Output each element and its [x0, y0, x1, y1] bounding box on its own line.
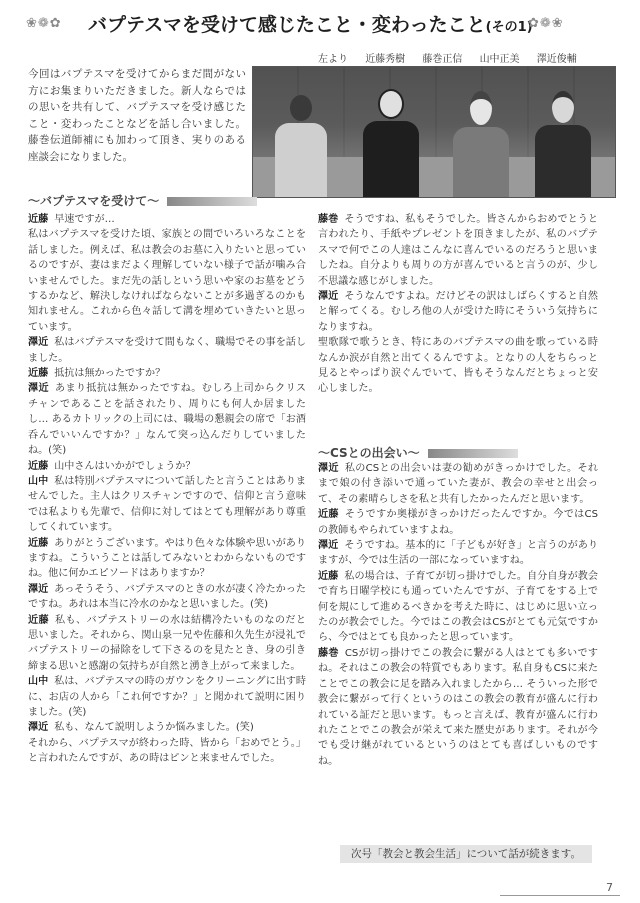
speaker-name: 山中 [28, 676, 49, 688]
dialogue-text: 私は、バプテスマの時のガウンをクリーニングに出す時に、お店の人から「これ何ですか？」と聞かれて説明に困りました。(笑) [28, 676, 306, 718]
speaker-name: 藤巻 [318, 214, 339, 225]
dialogue-text: あっそうそう、バプテスマのときの水が凄く冷たかったですね。あれは本当に冷水のかなと思いました。(笑) [28, 583, 306, 611]
person-body [275, 123, 327, 197]
speaker-name: 澤近 [28, 722, 49, 734]
dialogue-line [318, 289, 598, 335]
page-number: 7 [606, 881, 613, 894]
dialogue-text: そうなんですよね。だけどその訳はしばらくすると自然と解ってくる。むしろ他の人が受けた時にそういう気持ちになりますね。 [318, 291, 599, 333]
dialogue-text: 私はバプテスマを受けて間もなく、職場でその事を話しました。 [28, 337, 306, 364]
dialogue-line [28, 227, 306, 335]
dialogue-text: あまり抵抗は無かったですね。むしろ上司からクリスチャンであることを話されたり、周りにも何人か居ましたし… あるカトリックの上司には、職場の懇親会の席で「お酒呑んでいいんですか？」なんて突っ込んだりしていましたね。(笑) [28, 383, 306, 457]
photo-person-1 [275, 95, 327, 197]
dialogue-line [28, 381, 306, 458]
header-ornament-right: ✿❁❀ [528, 16, 564, 31]
dialogue-line [28, 474, 306, 536]
speaker-name: 澤近 [318, 540, 339, 552]
dialogue-line [318, 569, 598, 646]
page-title-suffix: (その1) [485, 20, 533, 35]
section-heading-baptism: 〜バプテスマを受けて〜 [28, 192, 257, 209]
speaker-name: 近藤 [318, 570, 339, 582]
speaker-name: 藤巻 [318, 647, 339, 659]
dialogue-line [318, 646, 598, 769]
caption-name-1: 近藤秀樹 [365, 54, 406, 65]
person-body [453, 127, 509, 197]
footer-rule [500, 895, 620, 896]
section-heading-cs: 〜CSとの出会い〜 [318, 444, 518, 461]
dialogue-line [28, 212, 306, 227]
header-ornament-left: ❀❁✿ [26, 16, 62, 31]
person-body [363, 121, 419, 197]
speaker-name: 近藤 [28, 368, 49, 380]
dialogue-text: そうですね、私もそうでした。皆さんからおめでとうと言われたり、手紙やプレゼントを頂きましたが、私のバプテスマで何でこの人達はこんなに喜んでいるのだろうと思いましたね。自分よりも周りの方が喜んでいると言うのが、少し不思議な感じがしました。 [318, 214, 599, 287]
dialogue-text: 私のCSとの出会いは妻の勧めがきっかけでした。それまで娘の付き添いで通っていた妻が、教会の幸せと出会って、その素晴らしさを私と共有したかったんだと思います。 [318, 463, 598, 505]
speaker-name: 近藤 [28, 214, 49, 225]
dialogue-line [28, 335, 306, 366]
dialogue-line [318, 507, 598, 538]
dialogue-line [28, 736, 306, 767]
dialogue-line [28, 613, 306, 675]
speaker-name: 澤近 [318, 463, 339, 474]
dialogue-text: 私は特別バプテスマについて話したと言うことはありませんでした。主人はクリスチャンですので、信仰と言う意味では私よりも先輩で、信仰に対してはとても理解があり尊重してくれています。 [28, 475, 306, 534]
page-title [88, 10, 533, 37]
intro-paragraph: 今回はバプテスマを受けてからまだ間がない方にお集まりいただきました。新人ならではの思いを共有して、バプテスマを受け感じたこと・変わったことなどを話し合いました。藤巻伝道師補にも加わって頂き、実りのある座談会になりました。 [28, 68, 246, 163]
speaker-name: 近藤 [318, 509, 339, 521]
dialogue-text: 早速ですが… [54, 214, 115, 225]
next-issue-notice: 次号「教会と教会生活」について話が続きます。 [340, 845, 592, 863]
dialogue-line [28, 582, 306, 613]
person-head [290, 95, 312, 121]
dialogue-line [28, 674, 306, 720]
dialogue-line [28, 459, 306, 474]
dialogue-text: 私の場合は、子育てが切っ掛けでした。自分自身が教会で育ち日曜学校にも通っていたんですが、子育てをする上で何を規にして進めるべきかを考えた時に、はじめに思い立ったのが教会でした。今ではこの教会はCSがとても元気ですから、今ではとても良かったと思っています。 [318, 570, 599, 644]
dialogue-line [28, 536, 306, 582]
dialogue-text: 山中さんはいかがでしょうか？ [54, 460, 196, 472]
speaker-name: 澤近 [28, 383, 49, 395]
dialogue-line [318, 212, 598, 289]
dialogue-text: CSが切っ掛けでこの教会に繋がる人はとても多いですね。それはこの教会の特質でもあります。私自身もCSに来たことでこの教会に足を踏み入れましたから… そういった形で教会に繋がって行くというのはこの教会の教育が盛んに行われている証だと思います。もっと言えば、教育が盛んに行われたことでこの教会が栄えて来た歴史があります。それが今でも受け継がれているというのはとても喜ばしいものですね。 [318, 647, 598, 767]
speaker-name: 澤近 [28, 337, 49, 349]
dialogue-text: そうですか奥様がきっかけだったんですか。今ではCSの教師もやられていますよね。 [318, 509, 598, 536]
group-photo [252, 66, 616, 198]
page-title-text: バプテスマを受けて感じたこと・変わったこと [88, 14, 486, 36]
speaker-name: 澤近 [28, 583, 49, 595]
caption-label: 左より [318, 54, 348, 65]
dialogue-text: 私はバプテスマを受けた頃、家族との間でいろいろなことを話しました。例えば、私は教会のお墓に入りたいと思っているのですが、妻はまだよく理解していない様子で話が噛み合いませんでした。まだ先の話しという思いや家のお墓をどうするかなど、解決しなければならないことが多過ぎるのかも知れません。これから色々話して溝を埋めていきたいと思っています。 [28, 229, 306, 333]
photo-person-2 [363, 89, 419, 197]
person-body [535, 125, 591, 197]
photo-caption [318, 50, 591, 65]
dialogue-line [28, 366, 306, 381]
speaker-name: 近藤 [28, 537, 49, 549]
dialogue-line [318, 538, 598, 569]
dialogue-text: 聖歌隊で歌うとき、特にあのバプテスマの曲を歌っている時なんか涙が自然と出てくるんですよ。となりの人をちらっと見るとやっぱり涙ぐんでいて、皆もそうなんだとちょっと安心しました。 [318, 337, 598, 395]
caption-name-4: 澤近俊輔 [536, 54, 577, 65]
person-head [552, 91, 574, 123]
dialogue-text: それから、バプテスマが終わった時、皆から「おめでとう。」と言われたんですが、あの時はピンと来ませんでした。 [28, 737, 306, 765]
caption-name-3: 山中正美 [479, 54, 520, 65]
dialogue-text: 私も、なんて説明しようか悩みました。(笑) [54, 722, 254, 734]
dialogue-line [28, 720, 306, 735]
right-column-top [318, 212, 598, 397]
dialogue-text: 抵抗は無かったですか？ [54, 368, 166, 380]
dialogue-text: 私も、バプテストリーの水は結構冷たいものなのだと思いました。それから、関山泉一兄や佐藤和久先生が浸礼でバプテストリーの掃除をして下さるのを見たとき、身の引き締まる思いと感謝の気持ちが自然と湧き上がって来ました。 [28, 614, 306, 672]
speaker-name: 近藤 [28, 614, 49, 626]
person-head [378, 89, 404, 119]
left-column [28, 212, 306, 767]
speaker-name: 山中 [28, 475, 49, 487]
speaker-name: 澤近 [318, 291, 339, 303]
dialogue-line [318, 461, 598, 507]
caption-name-2: 藤巻正信 [422, 54, 463, 65]
photo-person-3 [453, 91, 509, 197]
dialogue-text: ありがとうございます。やはり色々な体験や思いがありますね。こういうことは話してみないとわからないものですね。他に何かエピソードはありますか？ [28, 537, 306, 580]
speaker-name: 近藤 [28, 460, 49, 472]
photo-person-4 [535, 91, 591, 197]
dialogue-text: そうですね。基本的に「子どもが好き」と言うのがありますが、今では生活の一部になっていますね。 [318, 540, 599, 567]
person-head [470, 91, 492, 125]
right-column-bottom [318, 461, 598, 769]
dialogue-line [318, 335, 598, 397]
